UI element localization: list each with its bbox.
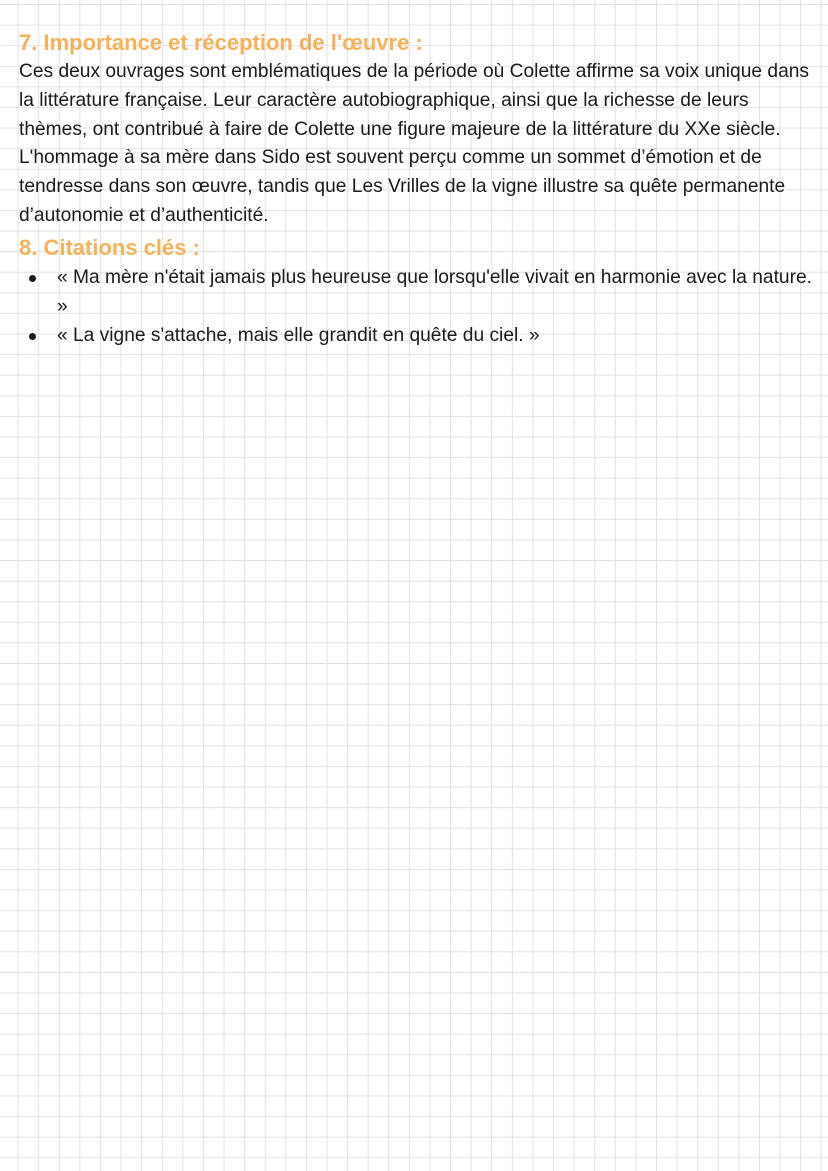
list-item bbox=[57, 321, 819, 350]
section-8-heading: 8. Citations clés : bbox=[19, 234, 200, 260]
section-7-heading: 7. Importance et réception de l'œuvre : bbox=[19, 30, 423, 55]
bullet-icon bbox=[29, 275, 36, 282]
quotes-list bbox=[19, 263, 819, 350]
list-item bbox=[57, 263, 819, 321]
section-7-paragraph: Ces deux ouvrages sont emblématiques de la période où Colette affirme sa voix unique dans la littérature française. Leur caractère autobiographique, ainsi que la richesse de leurs thèmes, ont contribué à faire de Colette une figure majeure de la littérature du XXe siècle. L'hommage à sa mère dans Sido est souvent perçu comme un sommet d’émotion et de tendresse dans son œuvre, tandis que Les Vrilles de la vigne illustre sa quête permanente d’autonomie et d’authenticité. bbox=[19, 61, 810, 226]
document-page bbox=[19, 28, 819, 350]
bullet-icon bbox=[29, 333, 36, 340]
quote-text: « La vigne s'attache, mais elle grandit en quête du ciel. » bbox=[57, 324, 540, 346]
quote-text: « Ma mère n'était jamais plus heureuse que lorsqu'elle vivait en harmonie avec la nature. » bbox=[57, 266, 812, 317]
